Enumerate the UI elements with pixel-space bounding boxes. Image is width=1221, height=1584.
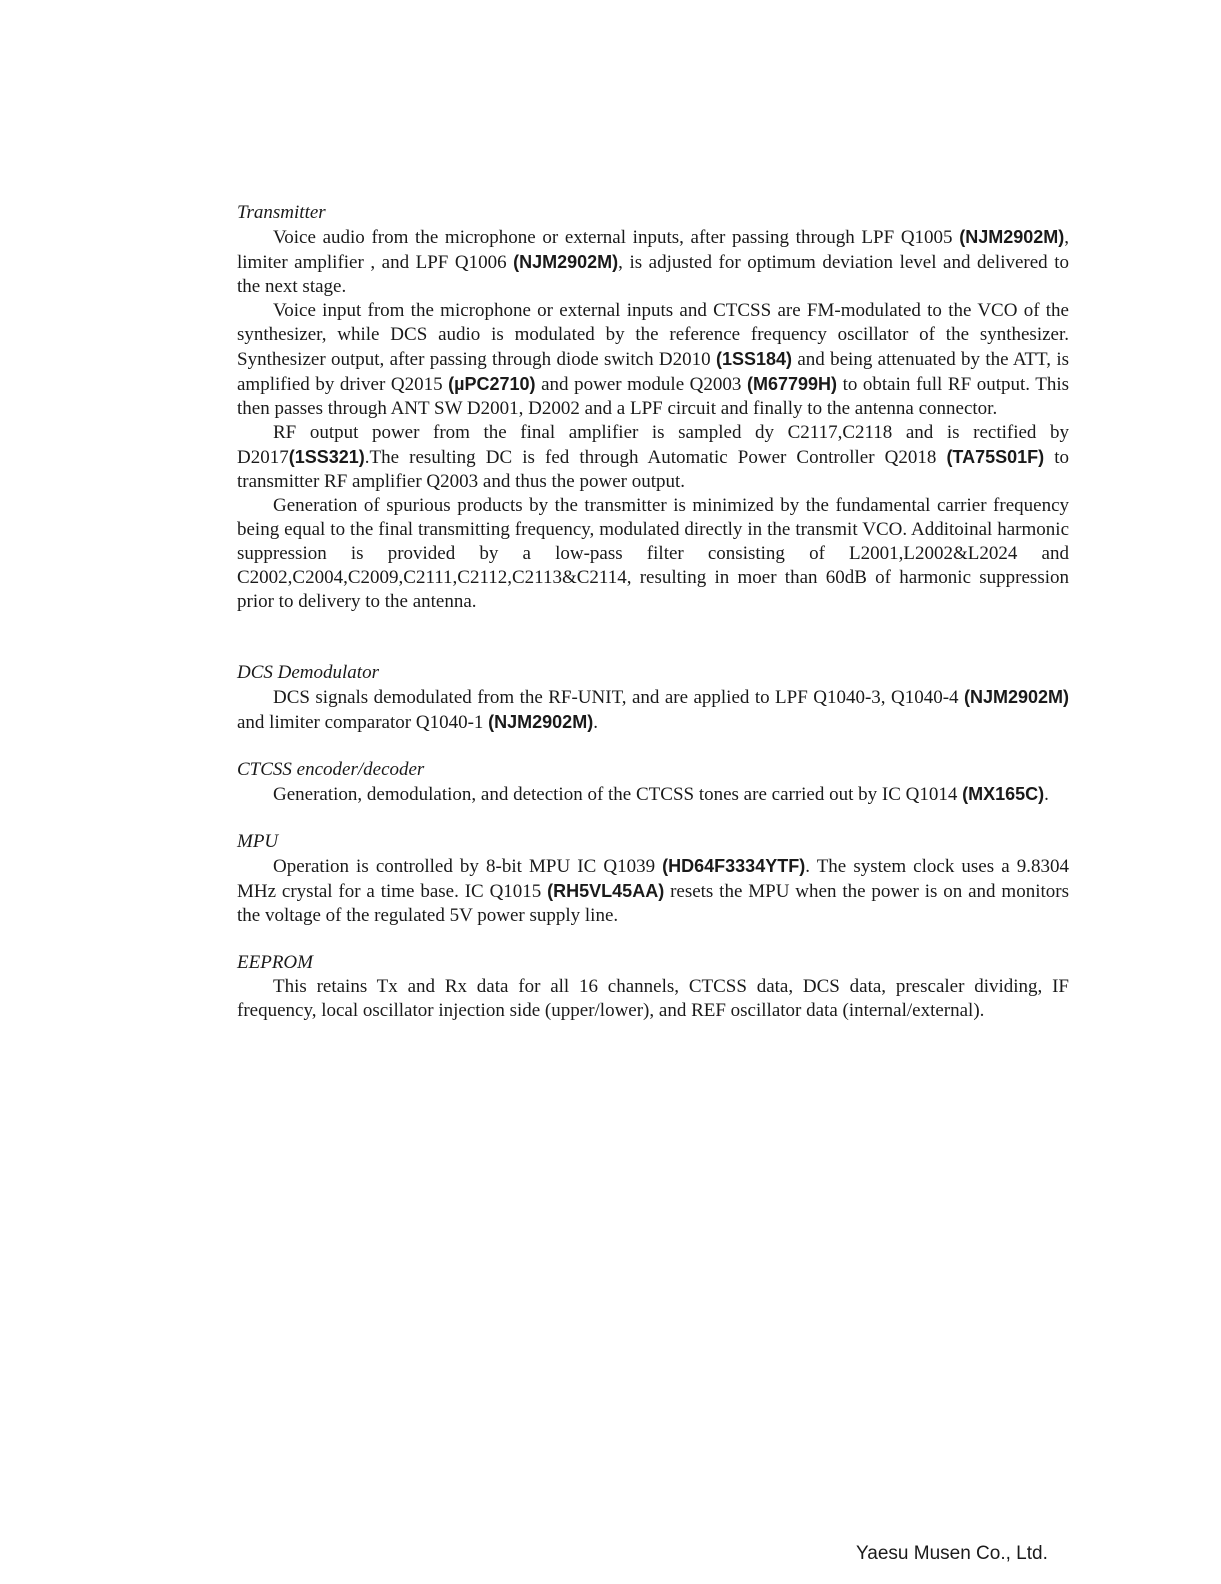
text-run: Voice audio from the microphone or external inputs, after passing through LPF Q1005 bbox=[273, 227, 960, 248]
section bbox=[237, 758, 1069, 807]
part-number: (RH5VL45AA) bbox=[547, 881, 665, 901]
section-heading: EEPROM bbox=[237, 952, 313, 973]
part-number: (NJM2902M) bbox=[488, 712, 594, 732]
text-run: to obtain full RF output. This then passes through ANT SW D2001, D2002 and a LPF circuit and finally to the antenna connector. bbox=[237, 374, 1069, 419]
paragraph bbox=[237, 421, 1069, 494]
text-run: Generation, demodulation, and detection of the CTCSS tones are carried out by IC Q1014 bbox=[273, 784, 963, 805]
part-number: (NJM2902M) bbox=[959, 227, 1065, 247]
footer-company: Yaesu Musen Co., Ltd. bbox=[856, 1543, 1048, 1564]
paragraph bbox=[237, 494, 1069, 614]
part-number: (MX165C) bbox=[962, 784, 1045, 804]
section-heading: Transmitter bbox=[237, 202, 326, 223]
section bbox=[237, 661, 1069, 735]
section-heading: CTCSS encoder/decoder bbox=[237, 759, 425, 780]
text-run: . The system clock uses a 9.8304 MHz crystal for a time base. IC Q1015 bbox=[237, 856, 1069, 902]
section bbox=[237, 830, 1069, 928]
section bbox=[237, 201, 1069, 614]
text-run: . bbox=[1044, 784, 1049, 805]
paragraph bbox=[237, 685, 1069, 735]
text-run: and being attenuated by the ATT, is amplified by driver Q2015 bbox=[237, 349, 1070, 395]
text-run: Voice input from the microphone or external inputs and CTCSS are FM-modulated to the VCO of the synthesizer, while DCS audio is modulated by the reference frequency oscillator of the synthesizer. Synthesizer output, after passing through diode switch D2010 bbox=[237, 300, 1069, 370]
text-run: . bbox=[593, 712, 598, 733]
text-run: and power module Q2003 bbox=[535, 374, 747, 395]
section bbox=[237, 951, 1069, 1023]
text-run: Generation of spurious products by the transmitter is minimized by the fundamental carrier frequency being equal to the final transmitting frequency, modulated directly in the transmit VCO. Additoinal harmonic suppression is provided by a low-pass filter consisting of L2001,L2002&L2024 and C2002,C2004,C2009,C2111,C2112,C2113&C2114, resulting in moer than 60dB of harmonic suppression prior to delivery to the antenna. bbox=[237, 495, 1069, 612]
text-run: RF output power from the final amplifier is sampled dy C2117,C2118 and is rectified by D2017 bbox=[237, 422, 1069, 468]
paragraph bbox=[237, 225, 1069, 299]
paragraph bbox=[237, 854, 1069, 928]
paragraph bbox=[237, 299, 1069, 421]
part-number: (HD64F3334YTF) bbox=[662, 856, 806, 876]
text-run: DCS signals demodulated from the RF-UNIT, and are applied to LPF Q1040-3, Q1040-4 bbox=[273, 687, 964, 708]
document-body bbox=[237, 201, 1069, 1023]
part-number: (TA75S01F) bbox=[946, 447, 1045, 467]
text-run: and limiter comparator Q1040-1 bbox=[237, 712, 489, 733]
text-run: , is adjusted for optimum deviation level and delivered to the next stage. bbox=[237, 252, 1069, 297]
part-number: (1SS321) bbox=[288, 447, 365, 467]
part-number: (NJM2902M) bbox=[513, 252, 619, 272]
paragraph bbox=[237, 782, 1069, 807]
text-run: to transmitter RF amplifier Q2003 and thus the power output. bbox=[237, 447, 1070, 492]
text-run: This retains Tx and Rx data for all 16 channels, CTCSS data, DCS data, prescaler dividing, IF frequency, local oscillator injection side (upper/lower), and REF oscillator data (internal/external). bbox=[237, 976, 1069, 1021]
paragraph bbox=[237, 975, 1069, 1023]
text-run: , limiter amplifier , and LPF Q1006 bbox=[237, 227, 1069, 273]
part-number: (1SS184) bbox=[715, 349, 793, 369]
text-run: Operation is controlled by 8-bit MPU IC Q1039 bbox=[273, 856, 663, 877]
part-number: (µPC2710) bbox=[448, 374, 536, 394]
section-heading: MPU bbox=[237, 831, 279, 852]
text-run: .The resulting DC is fed through Automatic Power Controller Q2018 bbox=[364, 447, 947, 468]
section-heading: DCS Demodulator bbox=[237, 662, 379, 683]
part-number: (M67799H) bbox=[746, 374, 838, 394]
part-number: (NJM2902M) bbox=[963, 687, 1069, 707]
text-run: resets the MPU when the power is on and monitors the voltage of the regulated 5V power supply line. bbox=[237, 881, 1069, 926]
